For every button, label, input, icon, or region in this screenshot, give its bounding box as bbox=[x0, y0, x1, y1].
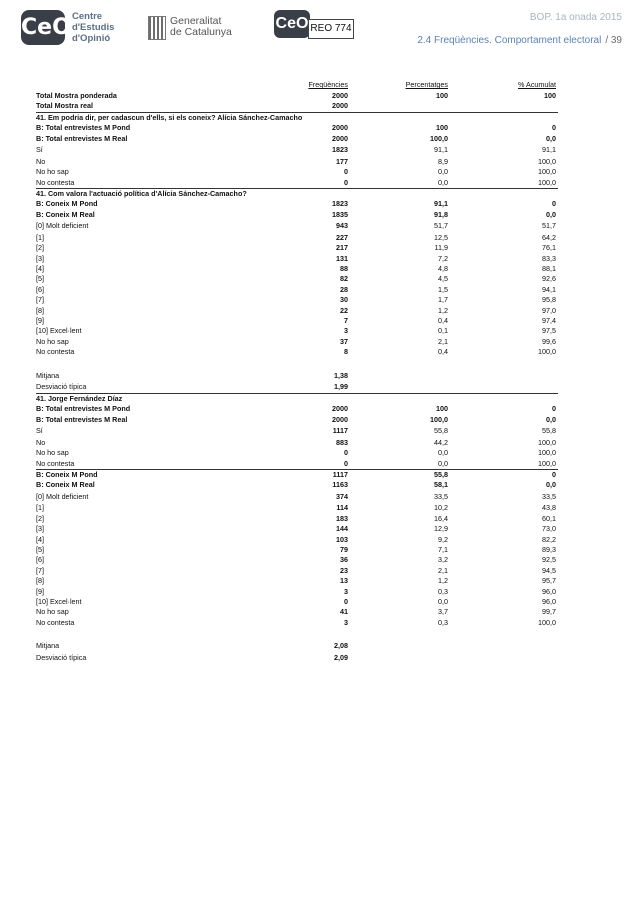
pct-cell: 33,5 bbox=[434, 491, 448, 501]
table-row bbox=[36, 101, 558, 111]
table-row bbox=[36, 653, 558, 663]
pct-cell: 2,1 bbox=[438, 565, 448, 575]
freq-cell: 13 bbox=[340, 576, 348, 586]
freq-cell: 1,38 bbox=[334, 370, 348, 380]
pct-cell: 55,8 bbox=[434, 425, 448, 435]
cum-cell: 100 bbox=[544, 91, 556, 100]
cum-cell: 97,5 bbox=[542, 326, 556, 336]
pct-cell: 0,0 bbox=[438, 448, 448, 458]
table-row bbox=[36, 347, 558, 357]
table-row bbox=[36, 607, 558, 617]
table-row bbox=[36, 295, 558, 305]
cum-cell: 0,0 bbox=[546, 414, 556, 424]
row-label: No contesta bbox=[36, 177, 75, 187]
freq-cell: 23 bbox=[340, 565, 348, 575]
gen-line: Generalitat bbox=[170, 15, 222, 27]
row-label: [3] bbox=[36, 253, 44, 263]
cum-cell: 99,7 bbox=[542, 607, 556, 617]
row-label: [8] bbox=[36, 576, 44, 586]
row-label: 41. Em podria dir, per cadascun d'ells, si els coneix? Alícia Sánchez-Camacho bbox=[36, 112, 303, 122]
table-row bbox=[36, 134, 558, 144]
cum-cell: 100,0 bbox=[538, 448, 556, 458]
table-row bbox=[36, 438, 558, 448]
cum-cell: 92,6 bbox=[542, 274, 556, 284]
freq-cell: 2,09 bbox=[334, 652, 348, 662]
row-label: [6] bbox=[36, 284, 44, 294]
freq-cell: 2000 bbox=[332, 123, 348, 133]
col-header-cum: % Acumulat bbox=[518, 80, 556, 89]
pct-cell: 55,8 bbox=[434, 469, 448, 479]
freq-cell: 943 bbox=[336, 221, 348, 231]
row-label: B: Total entrevistes M Real bbox=[36, 133, 128, 143]
cum-cell: 55,8 bbox=[542, 425, 556, 435]
row-label: Total Mostra real bbox=[36, 101, 93, 111]
row-label: No ho sap bbox=[36, 448, 69, 458]
cum-cell: 100,0 bbox=[538, 617, 556, 627]
cum-cell: 100,0 bbox=[538, 347, 556, 357]
freq-cell: 2000 bbox=[332, 91, 348, 100]
row-label: [7] bbox=[36, 565, 44, 575]
generalitat-logo-icon bbox=[148, 16, 166, 40]
cum-cell: 76,1 bbox=[542, 243, 556, 253]
row-label: Mitjana bbox=[36, 370, 60, 380]
cum-cell: 64,2 bbox=[542, 232, 556, 242]
row-label: B: Coneix M Pond bbox=[36, 469, 98, 479]
freq-cell: 227 bbox=[336, 232, 348, 242]
table-row bbox=[36, 306, 558, 316]
freq-cell: 1823 bbox=[332, 199, 348, 209]
freq-cell: 8 bbox=[344, 347, 348, 357]
row-label: B: Total entrevistes M Pond bbox=[36, 404, 131, 414]
pct-cell: 12,9 bbox=[434, 524, 448, 534]
page-header bbox=[0, 0, 638, 60]
table-row bbox=[36, 469, 558, 480]
freq-cell: 2,08 bbox=[334, 641, 348, 651]
pct-cell: 0,0 bbox=[438, 167, 448, 177]
pct-cell: 16,4 bbox=[434, 513, 448, 523]
cum-cell: 0 bbox=[552, 404, 556, 414]
pct-cell: 0,1 bbox=[438, 326, 448, 336]
freq-cell: 28 bbox=[340, 284, 348, 294]
pct-cell: 0,0 bbox=[438, 597, 448, 606]
row-label: B: Total entrevistes M Real bbox=[36, 414, 128, 424]
row-label: No contesta bbox=[36, 347, 75, 357]
pct-cell: 100 bbox=[436, 123, 448, 133]
row-label: [9] bbox=[36, 316, 44, 326]
cum-cell: 96,0 bbox=[542, 597, 556, 606]
cum-cell: 0 bbox=[552, 199, 556, 209]
freq-cell: 41 bbox=[340, 607, 348, 617]
pct-cell: 3,7 bbox=[438, 607, 448, 617]
table-row bbox=[36, 91, 558, 101]
cum-cell: 92,5 bbox=[542, 555, 556, 565]
freq-cell: 144 bbox=[336, 524, 348, 534]
cum-cell: 96,0 bbox=[542, 586, 556, 596]
pct-cell: 0,4 bbox=[438, 316, 448, 326]
table-row bbox=[36, 576, 558, 586]
table-row bbox=[36, 425, 558, 438]
table-row bbox=[36, 524, 558, 534]
freq-cell: 82 bbox=[340, 274, 348, 284]
freq-cell: 1117 bbox=[332, 469, 348, 479]
cum-cell: 83,3 bbox=[542, 253, 556, 263]
row-label: [2] bbox=[36, 243, 44, 253]
freq-cell: 0 bbox=[344, 177, 348, 187]
table-row bbox=[36, 157, 558, 167]
pct-cell: 100,0 bbox=[430, 133, 448, 143]
org-line: Centre bbox=[72, 11, 103, 22]
cum-cell: 88,1 bbox=[542, 264, 556, 274]
row-label: No ho sap bbox=[36, 607, 69, 617]
table-row bbox=[36, 587, 558, 597]
row-label: Sí bbox=[36, 144, 43, 154]
freq-cell: 2000 bbox=[332, 404, 348, 414]
pct-cell: 1,2 bbox=[438, 305, 448, 315]
cum-cell: 60,1 bbox=[542, 513, 556, 523]
pct-cell: 4,8 bbox=[438, 264, 448, 274]
row-label: [0] Molt deficient bbox=[36, 221, 89, 231]
pct-cell: 0,0 bbox=[438, 177, 448, 187]
freq-cell: 1835 bbox=[332, 209, 348, 219]
table-row bbox=[36, 220, 558, 233]
pct-cell: 58,1 bbox=[434, 480, 448, 490]
row-label: No bbox=[36, 156, 46, 166]
freq-cell: 3 bbox=[344, 617, 348, 627]
cum-cell: 91,1 bbox=[542, 144, 556, 154]
table-row bbox=[36, 233, 558, 243]
col-header-pct: Percentatges bbox=[405, 80, 448, 89]
gen-line: de Catalunya bbox=[170, 26, 232, 38]
row-label: B: Coneix M Real bbox=[36, 480, 95, 490]
row-label: [4] bbox=[36, 534, 44, 544]
ceo-small-logo: CeO bbox=[274, 10, 310, 38]
row-label: [1] bbox=[36, 232, 44, 242]
table-row bbox=[36, 628, 558, 640]
table-row bbox=[36, 123, 558, 133]
cum-cell: 0 bbox=[552, 123, 556, 133]
freq-cell: 37 bbox=[340, 336, 348, 346]
table-row bbox=[36, 274, 558, 284]
pct-cell: 0,0 bbox=[438, 458, 448, 468]
table-row bbox=[36, 316, 558, 326]
pct-cell: 2,1 bbox=[438, 336, 448, 346]
cum-cell: 0,0 bbox=[546, 480, 556, 490]
pct-cell: 7,2 bbox=[438, 253, 448, 263]
bop-title: BOP. 1a onada 2015 bbox=[529, 12, 622, 23]
pct-cell: 10,2 bbox=[434, 503, 448, 513]
row-label: Desviació típica bbox=[36, 382, 87, 392]
frequency-table bbox=[36, 79, 558, 663]
freq-cell: 36 bbox=[340, 555, 348, 565]
freq-cell: 103 bbox=[336, 534, 348, 544]
freq-cell: 30 bbox=[340, 295, 348, 305]
freq-cell: 131 bbox=[336, 253, 348, 263]
cum-cell: 100,0 bbox=[538, 458, 556, 468]
cum-cell: 100,0 bbox=[538, 156, 556, 166]
pct-cell: 91,1 bbox=[434, 199, 448, 209]
table-row bbox=[36, 167, 558, 177]
row-label: 41. Jorge Fernández Díaz bbox=[36, 393, 123, 403]
freq-cell: 177 bbox=[336, 156, 348, 166]
pct-cell: 1,2 bbox=[438, 576, 448, 586]
row-label: [8] bbox=[36, 305, 44, 315]
freq-cell: 883 bbox=[336, 437, 348, 447]
cum-cell: 100,0 bbox=[538, 167, 556, 177]
table-row bbox=[36, 254, 558, 264]
freq-cell: 7 bbox=[344, 316, 348, 326]
pct-cell: 91,8 bbox=[434, 209, 448, 219]
table-row bbox=[36, 566, 558, 576]
row-label: [5] bbox=[36, 274, 44, 284]
cum-cell: 89,3 bbox=[542, 545, 556, 555]
pct-cell: 3,2 bbox=[438, 555, 448, 565]
pct-cell: 0,3 bbox=[438, 617, 448, 627]
pct-cell: 100,0 bbox=[430, 414, 448, 424]
pct-cell: 91,1 bbox=[434, 144, 448, 154]
row-label: [4] bbox=[36, 264, 44, 274]
table-row bbox=[36, 597, 558, 607]
table-row bbox=[36, 491, 558, 504]
section-label: 2.4 Freqüències. Comportament electoral bbox=[417, 35, 602, 46]
cum-cell: 100,0 bbox=[538, 177, 556, 187]
freq-cell: 374 bbox=[336, 491, 348, 501]
table-row bbox=[36, 382, 558, 392]
table-row bbox=[36, 210, 558, 220]
table-row bbox=[36, 188, 558, 199]
freq-cell: 3 bbox=[344, 586, 348, 596]
row-label: No contesta bbox=[36, 458, 75, 468]
cum-cell: 95,7 bbox=[542, 576, 556, 586]
table-row bbox=[36, 358, 558, 370]
pct-cell: 11,9 bbox=[434, 243, 448, 253]
table-row bbox=[36, 199, 558, 209]
table-row bbox=[36, 264, 558, 274]
row-label: B: Total entrevistes M Pond bbox=[36, 123, 131, 133]
cum-cell: 99,6 bbox=[542, 336, 556, 346]
row-label: [0] Molt deficient bbox=[36, 491, 89, 501]
row-label: Total Mostra ponderada bbox=[36, 91, 117, 100]
col-header-freq: Freqüències bbox=[308, 80, 348, 89]
org-line: d'Estudis bbox=[72, 22, 115, 33]
freq-cell: 1,99 bbox=[334, 382, 348, 392]
cum-cell: 94,5 bbox=[542, 565, 556, 575]
cum-cell: 97,4 bbox=[542, 316, 556, 326]
row-label: [5] bbox=[36, 545, 44, 555]
freq-cell: 1163 bbox=[332, 480, 348, 490]
freq-cell: 1117 bbox=[332, 425, 348, 435]
row-label: Desviació típica bbox=[36, 652, 87, 662]
ceo-logo: CeO bbox=[21, 10, 65, 45]
cum-cell: 95,8 bbox=[542, 295, 556, 305]
row-label: No ho sap bbox=[36, 336, 69, 346]
org-line: d'Opinió bbox=[72, 33, 111, 44]
table-row bbox=[36, 480, 558, 490]
row-label: No ho sap bbox=[36, 167, 69, 177]
reo-code: REO 774 bbox=[308, 19, 354, 39]
ceo-org-name bbox=[72, 11, 114, 44]
cum-cell: 73,0 bbox=[542, 524, 556, 534]
cum-cell: 33,5 bbox=[542, 491, 556, 501]
pct-cell: 51,7 bbox=[434, 221, 448, 231]
row-label: [7] bbox=[36, 295, 44, 305]
row-label: [3] bbox=[36, 524, 44, 534]
table-row bbox=[36, 618, 558, 628]
table-row bbox=[36, 404, 558, 414]
freq-cell: 2000 bbox=[332, 133, 348, 143]
freq-cell: 0 bbox=[344, 458, 348, 468]
pct-cell: 8,9 bbox=[438, 156, 448, 166]
freq-cell: 2000 bbox=[332, 101, 348, 111]
freq-cell: 2000 bbox=[332, 414, 348, 424]
table-row bbox=[36, 545, 558, 555]
freq-cell: 0 bbox=[344, 167, 348, 177]
table-row bbox=[36, 144, 558, 157]
freq-cell: 3 bbox=[344, 326, 348, 336]
cum-cell: 94,1 bbox=[542, 284, 556, 294]
column-header-row bbox=[36, 79, 558, 91]
row-label: B: Coneix M Pond bbox=[36, 199, 98, 209]
row-label: [10] Excel·lent bbox=[36, 597, 82, 606]
generalitat-name bbox=[170, 16, 232, 38]
cum-cell: 43,8 bbox=[542, 503, 556, 513]
table-row bbox=[36, 640, 558, 653]
pct-cell: 0,4 bbox=[438, 347, 448, 357]
row-label: [9] bbox=[36, 586, 44, 596]
table-row bbox=[36, 370, 558, 383]
row-label: [2] bbox=[36, 513, 44, 523]
table-row bbox=[36, 555, 558, 565]
row-label: 41. Com valora l'actuació política d'Alícia Sánchez-Camacho? bbox=[36, 188, 247, 198]
freq-cell: 0 bbox=[344, 448, 348, 458]
row-label: B: Coneix M Real bbox=[36, 209, 95, 219]
table-row bbox=[36, 243, 558, 253]
section-title bbox=[417, 35, 622, 46]
table-row bbox=[36, 448, 558, 458]
pct-cell: 9,2 bbox=[438, 534, 448, 544]
cum-cell: 97,0 bbox=[542, 305, 556, 315]
cum-cell: 0,0 bbox=[546, 209, 556, 219]
freq-cell: 217 bbox=[336, 243, 348, 253]
table-row bbox=[36, 285, 558, 295]
table-row bbox=[36, 503, 558, 513]
pct-cell: 0,3 bbox=[438, 586, 448, 596]
table-row bbox=[36, 535, 558, 545]
row-label: [1] bbox=[36, 503, 44, 513]
table-row bbox=[36, 178, 558, 188]
table-row bbox=[36, 415, 558, 425]
row-label: Sí bbox=[36, 425, 43, 435]
row-label: [10] Excel·lent bbox=[36, 326, 82, 336]
pct-cell: 100 bbox=[436, 91, 448, 100]
freq-cell: 22 bbox=[340, 305, 348, 315]
table-row bbox=[36, 393, 558, 404]
page-number: / 39 bbox=[605, 35, 622, 46]
row-label: No bbox=[36, 437, 46, 447]
cum-cell: 82,2 bbox=[542, 534, 556, 544]
table-row bbox=[36, 326, 558, 336]
freq-cell: 79 bbox=[340, 545, 348, 555]
pct-cell: 44,2 bbox=[434, 437, 448, 447]
cum-cell: 0 bbox=[552, 469, 556, 479]
cum-cell: 0,0 bbox=[546, 133, 556, 143]
table-row bbox=[36, 337, 558, 347]
cum-cell: 51,7 bbox=[542, 221, 556, 231]
cum-cell: 100,0 bbox=[538, 437, 556, 447]
pct-cell: 4,5 bbox=[438, 274, 448, 284]
freq-cell: 0 bbox=[344, 597, 348, 606]
freq-cell: 183 bbox=[336, 513, 348, 523]
pct-cell: 1,5 bbox=[438, 284, 448, 294]
freq-cell: 88 bbox=[340, 264, 348, 274]
table-row bbox=[36, 112, 558, 123]
freq-cell: 1823 bbox=[332, 144, 348, 154]
pct-cell: 12,5 bbox=[434, 232, 448, 242]
pct-cell: 7,1 bbox=[438, 545, 448, 555]
pct-cell: 1,7 bbox=[438, 295, 448, 305]
pct-cell: 100 bbox=[436, 404, 448, 414]
row-label: [6] bbox=[36, 555, 44, 565]
freq-cell: 114 bbox=[336, 503, 348, 513]
table-row bbox=[36, 514, 558, 524]
row-label: No contesta bbox=[36, 617, 75, 627]
row-label: Mitjana bbox=[36, 641, 60, 651]
table-row bbox=[36, 459, 558, 469]
